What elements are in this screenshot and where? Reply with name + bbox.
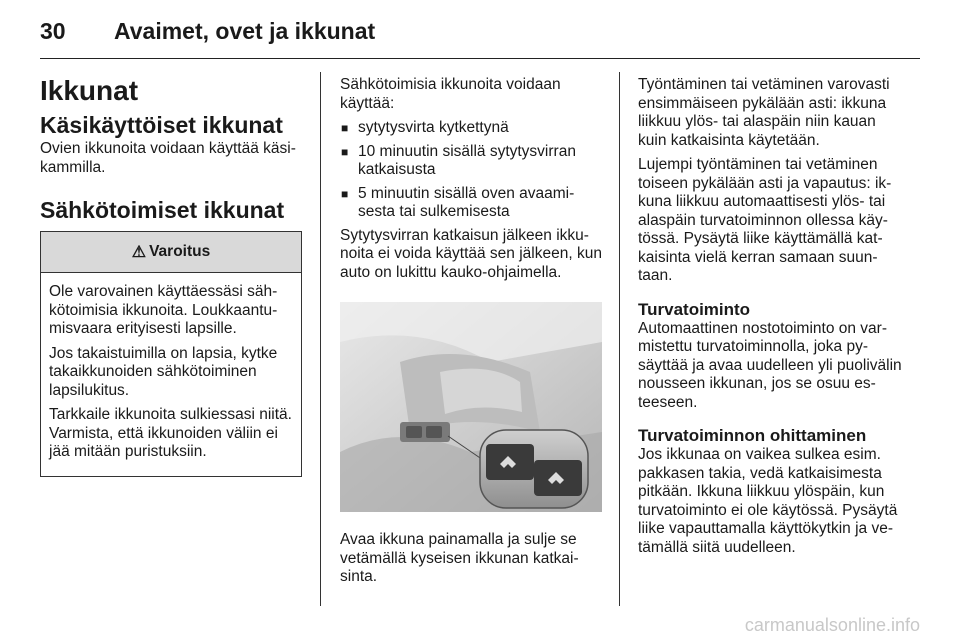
warning-body [41,273,301,476]
power-windows-intro: Sähkötoimisia ikkunoita voidaan käyttää: [340,76,561,112]
column-divider [320,72,321,606]
column-3 [638,76,902,563]
page-title: Avaimet, ovet ja ikkunat [114,18,376,44]
safety-function-text: Automaattinen nostotoiminto on varmistettu turvatoiminnolla, joka pysäyttää ja avaa uudelleen yli puolivälin nousseen ikkunan, jos se osuu esteeseen. [638,319,902,411]
watermark: carmanualsonline.info [744,615,920,635]
warning-title: Varoitus [149,243,211,260]
warning-paragraph: Ole varovainen käyttäessäsi sähkötoimisia ikkunoita. Loukkaantumisvaara erityisesti lapsille. [49,283,278,337]
column-2 [340,76,602,593]
subheading-power-windows: Sähkötoimiset ikkunat [40,197,285,223]
photo-caption: Avaa ikkuna painamalla ja sulje se vetämällä kyseisen ikkunan katkaisinta. [340,531,579,585]
warning-header [41,232,301,273]
list-item: ■ sytytysvirta kytkettynä [340,119,602,138]
conditions-list [340,119,602,222]
list-item: ■ 5 minuutin sisällä oven avaamisesta tai sulkemisesta [340,185,602,222]
manual-windows-text: Ovien ikkunoita voidaan käyttää käsikammilla. [40,140,296,176]
page-header [40,18,375,48]
column-divider [619,72,620,606]
section-heading-windows: Ikkunat [40,75,139,106]
ignition-off-text: Sytytysvirran katkaisun jälkeen ikkunoita ei voida käyttää sen jälkeen, kun auto on lukittu kauko-ohjaimella. [340,226,602,281]
second-notch-text: Lujempi työntäminen tai vetäminen toiseen pykälään asti ja vapautus: ikkuna liikkuu automaattisesti ylös- tai alaspäin turvatoiminnon ollessa käytössä. Pysäytä liike käyttämällä katkaisinta vielä kerran samaan suuntaan. [638,156,892,284]
window-switch-photo [340,302,602,512]
warning-paragraph: Tarkkaile ikkunoita sulkiessasi niitä. Varmista, että ikkunoiden väliin ei jää mitään puristuksiin. [49,406,292,460]
override-safety-text: Jos ikkunaa on vaikea sulkea esim. pakkasen takia, vedä katkaisimesta pitkään. Ikkuna liikkuu ylöspäin, kun turvatoiminto ei ole käytössä. Pysäytä liike vapauttamalla käyttökytkin ja vetämällä siitä uudelleen. [638,446,898,556]
subheading-manual-windows: Käsikäyttöiset ikkunat [40,112,283,138]
list-item: ■ 10 minuutin sisällä sytytysvirran katkaisusta [340,143,602,180]
warning-paragraph: Jos takaistuimilla on lapsia, kytke takaikkunoiden sähkötoiminen lapsilukitus. [49,344,278,399]
first-notch-text: Työntäminen tai vetäminen varovasti ensimmäiseen pykälään asti: ikkuna liikkuu ylös- tai alaspäin niin kauan kuin katkaisinta käytetään. [638,76,890,149]
warning-triangle-icon: ⚠ [131,244,147,261]
subheading-override-safety: Turvatoiminnon ohittaminen [638,426,867,445]
column-1 [40,76,302,477]
page-number: 30 [40,18,66,44]
warning-box [40,231,302,477]
header-rule [40,58,920,59]
subheading-safety-function: Turvatoiminto [638,299,751,319]
